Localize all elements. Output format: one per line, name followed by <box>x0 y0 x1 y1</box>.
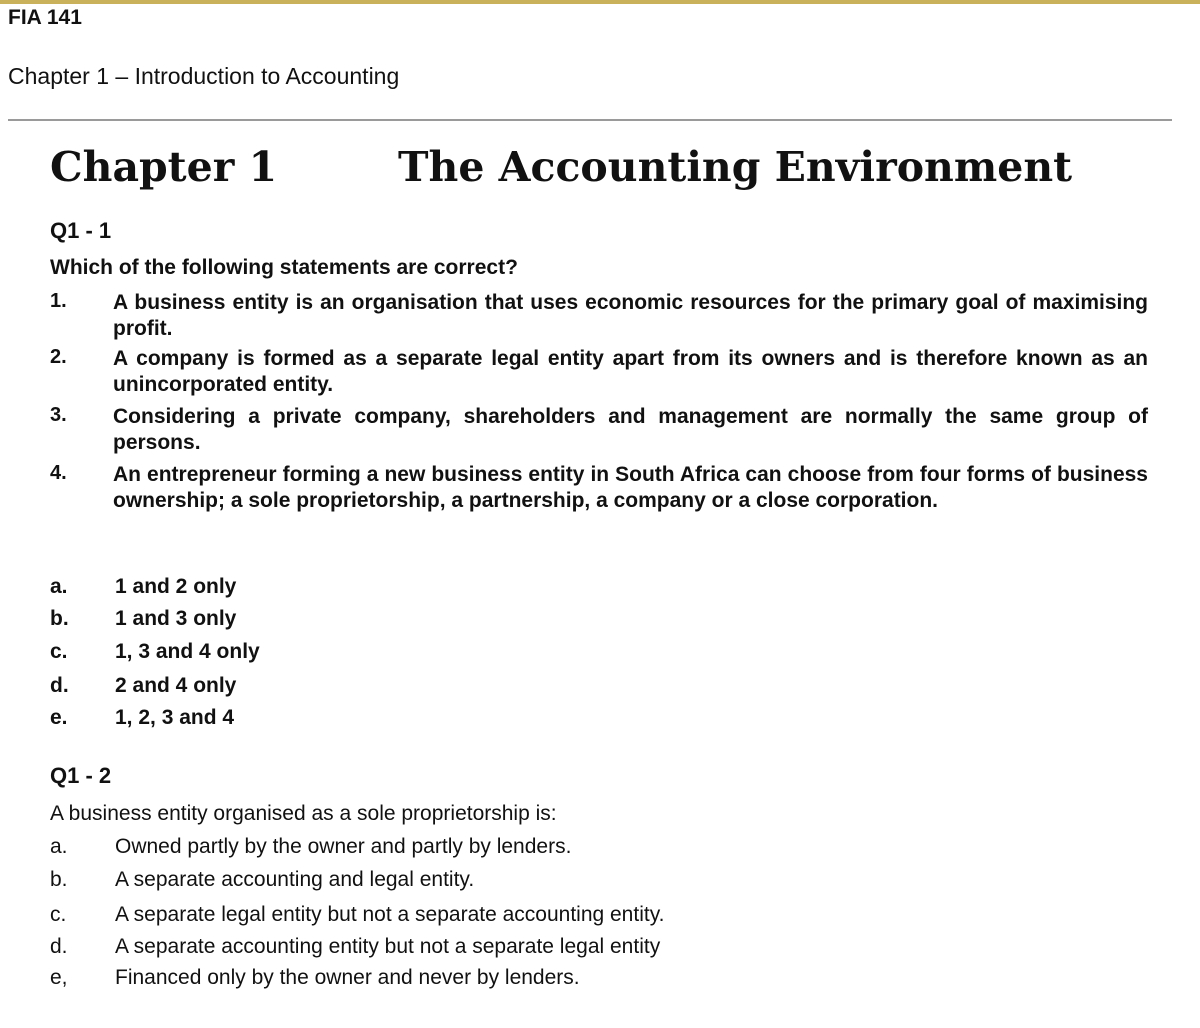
statement-number: 3. <box>50 404 67 426</box>
option-text: 1 and 3 only <box>115 607 237 630</box>
option-letter: c. <box>50 903 67 926</box>
option-letter: c. <box>50 640 68 663</box>
answer-option <box>50 903 664 927</box>
option-text: 1 and 2 only <box>115 575 237 598</box>
course-code: FIA 141 <box>8 6 82 29</box>
option-text: A separate accounting and legal entity. <box>115 868 475 891</box>
option-letter: a. <box>50 575 68 598</box>
option-letter: d. <box>50 935 68 958</box>
answer-option <box>50 575 236 599</box>
answer-option <box>50 640 260 664</box>
answer-option <box>50 706 234 730</box>
statement-item <box>50 290 1148 342</box>
statement-text: An entrepreneur forming a new business entity in South Africa can choose from four forms of business ownership; a sole proprietorship, a partnership, a company or a close corporation. <box>113 463 1148 512</box>
top-border-line <box>0 0 1200 4</box>
option-letter: e, <box>50 966 68 989</box>
statement-item <box>50 462 1148 514</box>
question-id: Q1 - 2 <box>50 763 112 788</box>
option-text: Financed only by the owner and never by lenders. <box>115 966 580 989</box>
option-text: A separate legal entity but not a separate accounting entity. <box>115 903 665 926</box>
statement-item <box>50 404 1148 456</box>
answer-option <box>50 835 571 859</box>
question-id: Q1 - 1 <box>50 218 112 243</box>
option-text: 1, 3 and 4 only <box>115 640 260 663</box>
answer-option <box>50 966 580 990</box>
header-divider <box>8 119 1172 121</box>
statement-number: 4. <box>50 462 67 484</box>
chapter-title: The Accounting Environment <box>398 143 1073 191</box>
option-text: A separate accounting entity but not a separate legal entity <box>115 935 661 958</box>
statement-text: A company is formed as a separate legal entity apart from its owners and is therefore known as an unincorporated entity. <box>113 347 1148 396</box>
option-letter: d. <box>50 674 69 697</box>
option-letter: a. <box>50 835 68 858</box>
option-letter: b. <box>50 868 68 891</box>
option-text: Owned partly by the owner and partly by lenders. <box>115 835 572 858</box>
option-text: 2 and 4 only <box>115 674 237 697</box>
option-text: 1, 2, 3 and 4 <box>115 706 235 729</box>
answer-option <box>50 607 236 631</box>
statement-number: 2. <box>50 346 67 368</box>
statement-text: A business entity is an organisation that uses economic resources for the primary goal of maximising profit. <box>113 291 1148 340</box>
question-stem: Which of the following statements are correct? <box>50 256 518 279</box>
answer-option <box>50 868 474 892</box>
answer-option <box>50 935 660 959</box>
question-stem: A business entity organised as a sole proprietorship is: <box>50 802 557 825</box>
statement-text: Considering a private company, shareholders and management are normally the same group of persons. <box>113 405 1148 454</box>
statement-item <box>50 346 1148 398</box>
option-letter: b. <box>50 607 69 630</box>
chapter-subtitle: Chapter 1 – Introduction to Accounting <box>8 63 400 89</box>
statement-number: 1. <box>50 290 67 312</box>
chapter-number: Chapter 1 <box>50 143 278 191</box>
answer-option <box>50 674 236 698</box>
option-letter: e. <box>50 706 68 729</box>
